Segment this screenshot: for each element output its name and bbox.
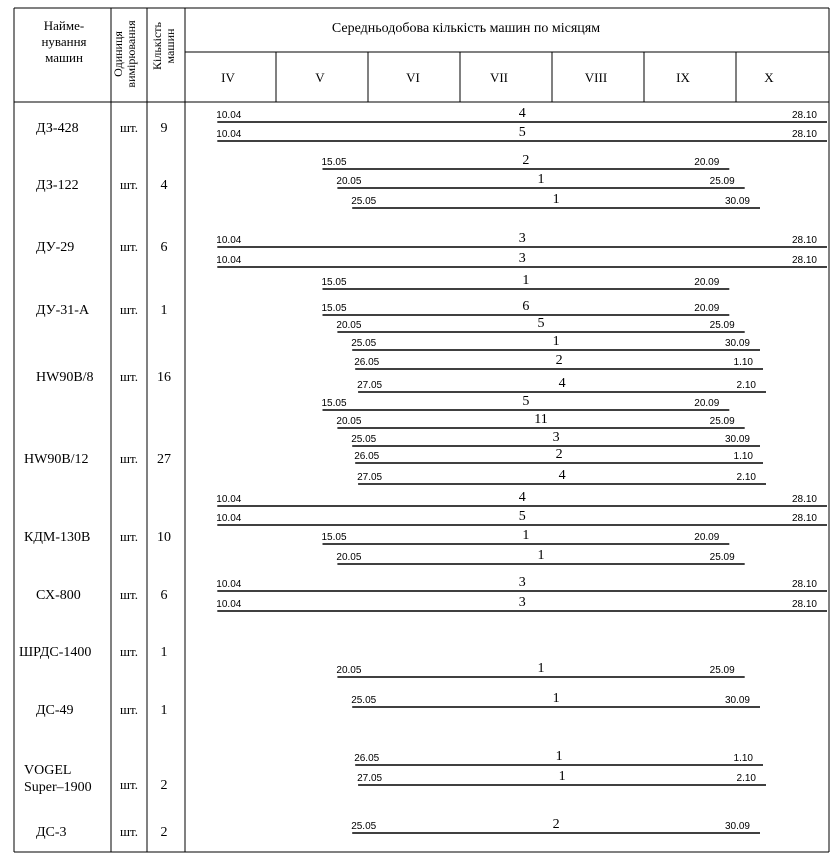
machine-unit: шт. — [120, 777, 138, 792]
bar-quantity: 1 — [558, 769, 566, 784]
month-label: VIII — [584, 70, 608, 85]
bar-end-date: 2.10 — [736, 472, 756, 483]
bar-end-date: 30.09 — [724, 196, 750, 207]
machine-unit: шт. — [120, 120, 138, 135]
bar-end-date: 28.10 — [791, 599, 817, 610]
bar-start-date: 15.05 — [321, 532, 347, 543]
bar-quantity: 4 — [518, 490, 526, 505]
bar-start-date: 15.05 — [321, 157, 347, 168]
machine-unit: шт. — [120, 177, 138, 192]
bar-start-date: 26.05 — [354, 451, 380, 462]
bar-quantity: 4 — [518, 106, 526, 121]
bar-start-date: 26.05 — [354, 753, 380, 764]
machine-name: ДУ-29 — [36, 240, 75, 255]
bar-start-date: 20.05 — [336, 552, 362, 563]
machine-unit: шт. — [120, 702, 138, 717]
bar-start-date: 10.04 — [216, 255, 242, 266]
machine-name: ДС-49 — [36, 703, 74, 718]
bar-end-date: 25.09 — [709, 552, 735, 563]
bar-start-date: 27.05 — [357, 380, 383, 391]
bar-start-date: 20.05 — [336, 176, 362, 187]
bar-end-date: 30.09 — [724, 821, 750, 832]
bar-end-date: 20.09 — [694, 532, 720, 543]
bar-start-date: 10.04 — [216, 494, 242, 505]
bar-end-date: 20.09 — [694, 157, 720, 168]
bar-quantity: 1 — [552, 691, 560, 706]
month-label: IV — [221, 70, 235, 85]
bar-quantity: 1 — [555, 749, 563, 764]
bar-quantity: 2 — [555, 353, 563, 368]
machine-name: КДМ-130В — [24, 530, 91, 545]
bar-start-date: 25.05 — [351, 434, 377, 445]
bar-start-date: 10.04 — [216, 513, 242, 524]
bar-end-date: 25.09 — [709, 320, 735, 331]
bar-quantity: 1 — [537, 661, 545, 676]
machine-count: 1 — [160, 303, 168, 318]
machine-name: ДУ-31-А — [36, 303, 90, 318]
bar-start-date: 25.05 — [351, 821, 377, 832]
machine-count: 9 — [160, 121, 168, 136]
bar-quantity: 1 — [522, 528, 530, 543]
machine-name: Super–1900 — [24, 780, 92, 795]
header-name-line-3: машин — [45, 50, 83, 65]
machine-name: ШРДС-1400 — [19, 645, 92, 660]
machine-count: 6 — [160, 588, 168, 603]
month-label: X — [764, 70, 774, 85]
bar-start-date: 26.05 — [354, 357, 380, 368]
bar-quantity: 3 — [518, 595, 526, 610]
bar-start-date: 20.05 — [336, 416, 362, 427]
machine-count: 27 — [157, 452, 171, 467]
bar-end-date: 28.10 — [791, 513, 817, 524]
machine-name: ДС-3 — [36, 825, 67, 840]
bar-start-date: 25.05 — [351, 338, 377, 349]
machine-rows — [19, 120, 171, 840]
header-name-line-1: Найме- — [43, 18, 85, 33]
bar-quantity: 5 — [537, 316, 545, 331]
bar-quantity: 3 — [518, 251, 526, 266]
bar-quantity: 3 — [518, 575, 526, 590]
bar-end-date: 20.09 — [694, 277, 720, 288]
machine-name: ДЗ-428 — [36, 121, 79, 136]
bar-end-date: 2.10 — [736, 773, 756, 784]
bar-end-date: 25.09 — [709, 176, 735, 187]
bar-quantity: 4 — [558, 468, 566, 483]
bar-quantity: 1 — [552, 192, 560, 207]
machine-name: ДЗ-122 — [36, 178, 79, 193]
bar-end-date: 28.10 — [791, 255, 817, 266]
schedule-bars — [216, 106, 827, 833]
machine-count: 1 — [160, 645, 168, 660]
header-count-line-2: машин — [163, 28, 177, 64]
bar-quantity: 6 — [522, 299, 530, 314]
bar-quantity: 2 — [555, 447, 563, 462]
machine-name: VOGEL — [24, 763, 72, 778]
bar-start-date: 25.05 — [351, 695, 377, 706]
bar-start-date: 20.05 — [336, 665, 362, 676]
bar-start-date: 15.05 — [321, 303, 347, 314]
bar-start-date: 20.05 — [336, 320, 362, 331]
machine-unit: шт. — [120, 239, 138, 254]
bar-end-date: 28.10 — [791, 579, 817, 590]
bar-end-date: 30.09 — [724, 695, 750, 706]
bar-quantity: 5 — [518, 509, 526, 524]
bar-start-date: 27.05 — [357, 472, 383, 483]
bar-end-date: 25.09 — [709, 665, 735, 676]
machine-name: СХ-800 — [36, 588, 81, 603]
bar-end-date: 30.09 — [724, 434, 750, 445]
bar-end-date: 20.09 — [694, 303, 720, 314]
bar-start-date: 10.04 — [216, 129, 242, 140]
bar-end-date: 28.10 — [791, 110, 817, 121]
bar-quantity: 5 — [518, 125, 526, 140]
bar-quantity: 11 — [534, 412, 548, 427]
bar-quantity: 1 — [537, 172, 545, 187]
bar-start-date: 15.05 — [321, 398, 347, 409]
machine-unit: шт. — [120, 587, 138, 602]
machine-unit: шт. — [120, 369, 138, 384]
bar-quantity: 5 — [522, 394, 530, 409]
bar-quantity: 1 — [552, 334, 560, 349]
machine-unit: шт. — [120, 644, 138, 659]
bar-start-date: 15.05 — [321, 277, 347, 288]
machine-unit: шт. — [120, 451, 138, 466]
machine-name: HW90B/8 — [36, 370, 94, 385]
bar-end-date: 30.09 — [724, 338, 750, 349]
machine-name: HW90B/12 — [24, 452, 89, 467]
machine-count: 4 — [160, 178, 168, 193]
bar-quantity: 4 — [558, 376, 566, 391]
machine-count: 2 — [160, 825, 168, 840]
bar-end-date: 28.10 — [791, 235, 817, 246]
machine-unit: шт. — [120, 302, 138, 317]
bar-end-date: 1.10 — [733, 357, 753, 368]
month-label: VII — [489, 70, 509, 85]
machine-count: 2 — [160, 778, 168, 793]
bar-quantity: 2 — [522, 153, 530, 168]
bar-end-date: 25.09 — [709, 416, 735, 427]
header-unit-line-1: Одиниця — [111, 31, 125, 77]
bar-end-date: 20.09 — [694, 398, 720, 409]
bar-end-date: 1.10 — [733, 451, 753, 462]
bar-end-date: 1.10 — [733, 753, 753, 764]
month-label: V — [315, 70, 325, 85]
bar-end-date: 28.10 — [791, 494, 817, 505]
month-label: IX — [676, 70, 690, 85]
month-labels — [221, 70, 774, 85]
machine-unit: шт. — [120, 529, 138, 544]
bar-start-date: 10.04 — [216, 110, 242, 121]
month-label: VI — [406, 70, 420, 85]
machine-unit: шт. — [120, 824, 138, 839]
header-name-line-2: нування — [41, 34, 87, 49]
bar-end-date: 2.10 — [736, 380, 756, 391]
machine-count: 1 — [160, 703, 168, 718]
bar-quantity: 3 — [552, 430, 560, 445]
bar-quantity: 1 — [522, 273, 530, 288]
months-title: Середньодобова кількість машин по місяцям — [331, 21, 601, 36]
header-count-line-1: Кількість — [150, 21, 164, 71]
bar-end-date: 28.10 — [791, 129, 817, 140]
bar-quantity: 2 — [552, 817, 560, 832]
machine-count: 16 — [157, 370, 171, 385]
bar-start-date: 10.04 — [216, 599, 242, 610]
bar-quantity: 1 — [537, 548, 545, 563]
bar-start-date: 25.05 — [351, 196, 377, 207]
machine-count: 10 — [157, 530, 171, 545]
bar-quantity: 3 — [518, 231, 526, 246]
bar-start-date: 27.05 — [357, 773, 383, 784]
bar-start-date: 10.04 — [216, 235, 242, 246]
machine-count: 6 — [160, 240, 168, 255]
header-unit-line-2: вимірювання — [124, 20, 138, 88]
bar-start-date: 10.04 — [216, 579, 242, 590]
